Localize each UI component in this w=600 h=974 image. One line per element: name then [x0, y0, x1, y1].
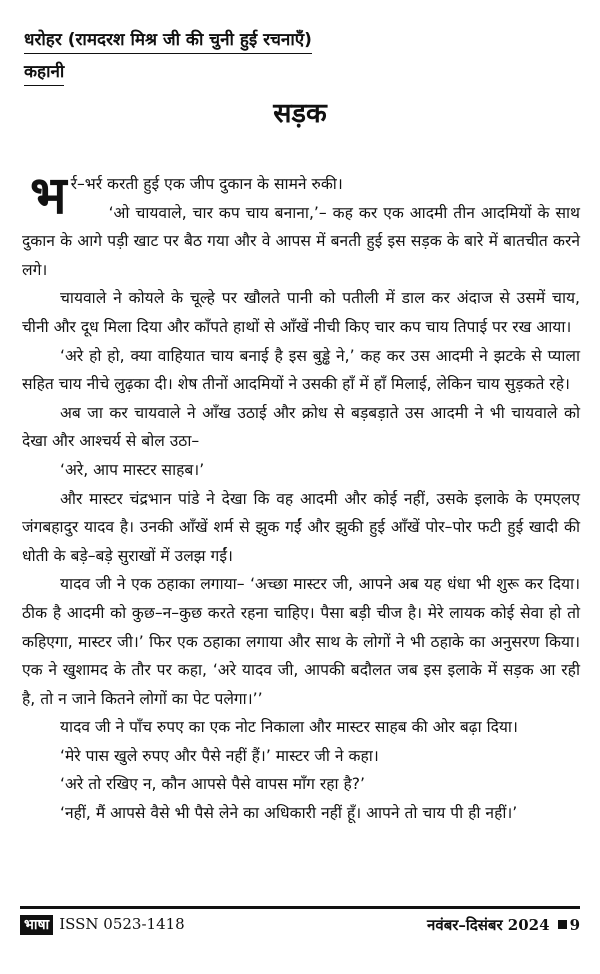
paragraph-7: और मास्टर चंद्रभान पांडे ने देखा कि वह आदमी और कोई नहीं, उसके इलाके के एमएलए जंगबहादुर यादव है। उनकी आँखें शर्म से झुक गईं और झुकी हुई आँखें पोर–पोर फटी हुई खादी की धोती के बड़े–बड़े सुराखों में उलझ गईं। — [22, 489, 580, 565]
paragraph-5: अब जा कर चायवाले ने आँख उठाई और क्रोध से बड़बड़ाते उस आदमी ने भी चायवाले को देखा और आश्चर्य से बोल उठा– — [22, 403, 580, 451]
paragraph-4: ‘अरे हो हो, क्या वाहियात चाय बनाई है इस बुड्ढे ने,’ कह कर उस आदमी ने झटके से प्याला सहित चाय नीचे लुढ़का दी। शेष तीनों आदमियों ने उसकी हाँ में हाँ मिलाई, लेकिन चाय सुड़कते रहे। — [22, 346, 580, 394]
paragraph-2: ‘ओ चायवाले, चार कप चाय बनाना,’– कह कर एक आदमी तीन आदमियों के साथ दुकान के आगे पड़ी खाट पर बैठ गया और वे आपस में बनती हुई इस सड़क के बारे में बातचीत करने लगे। — [22, 203, 580, 279]
paragraph-9: यादव जी ने पाँच रुपए का एक नोट निकाला और मास्टर साहब की ओर बढ़ा दिया। — [60, 718, 518, 737]
issue-info — [427, 915, 580, 935]
page-number: 9 — [569, 916, 580, 934]
issue-date: नवंबर–दिसंबर 2024 — [427, 916, 550, 934]
magazine-logo: भाषा — [20, 915, 53, 935]
page-footer — [20, 906, 580, 941]
square-bullet-icon — [558, 920, 567, 929]
running-header — [24, 28, 584, 92]
issn-number: ISSN 0523-1418 — [59, 915, 185, 933]
paragraph-8: यादव जी ने एक ठहाका लगाया– ‘अच्छा मास्टर जी, आपने अब यह धंधा भी शुरू कर दिया। ठीक है आदमी को कुछ–न–कुछ करते रहना चाहिए। पैसा बड़ी चीज है। मेरे लायक कोई सेवा हो तो कहिएगा, मास्टर जी।’ फिर एक ठहाका लगाया और साथ के लोगों ने भी ठहाके का अनुसरण किया। एक ने खुशामद के तौर पर कहा, ‘अरे यादव जी, आपकी बदौलत जब इस इलाके में सड़क आ रही है, तो न जाने कितने लोगों का पेट पलेगा।’’ — [22, 575, 580, 708]
paragraph-10: ‘मेरे पास खुले रुपए और पैसे नहीं हैं।’ मास्टर जी ने कहा। — [60, 746, 379, 765]
book-title: धरोहर (रामदरश मिश्र जी की चुनी हुई रचनाएँ) — [24, 28, 312, 54]
story-body — [22, 166, 580, 828]
paragraph-3: चायवाले ने कोयले के चूल्हे पर खौलते पानी को पतीली में डाल कर अंदाज से उसमें चाय, चीनी और दूध मिला दिया और काँपते हाथों से आँखें नीची किए चार कप चाय तिपाई पर रख आया। — [22, 289, 580, 336]
paragraph-6: ‘अरे, आप मास्टर साहब।’ — [60, 460, 205, 479]
paragraph-1-text: र्र–भर्र करती हुई एक जीप दुकान के सामने रुकी। — [70, 175, 343, 193]
paragraph-1 — [22, 166, 580, 226]
paragraph-11: ‘अरे तो रखिए न, कौन आपसे पैसे वापस माँग रहा है?’ — [60, 775, 366, 794]
story-title: सड़क — [273, 98, 327, 129]
section-label: कहानी — [24, 60, 64, 86]
paragraph-12: ‘नहीं, मैं आपसे वैसे भी पैसे लेने का अधिकारी नहीं हूँ। आपने तो चाय पी ही नहीं।’ — [60, 804, 518, 823]
drop-cap: भ — [30, 166, 67, 226]
